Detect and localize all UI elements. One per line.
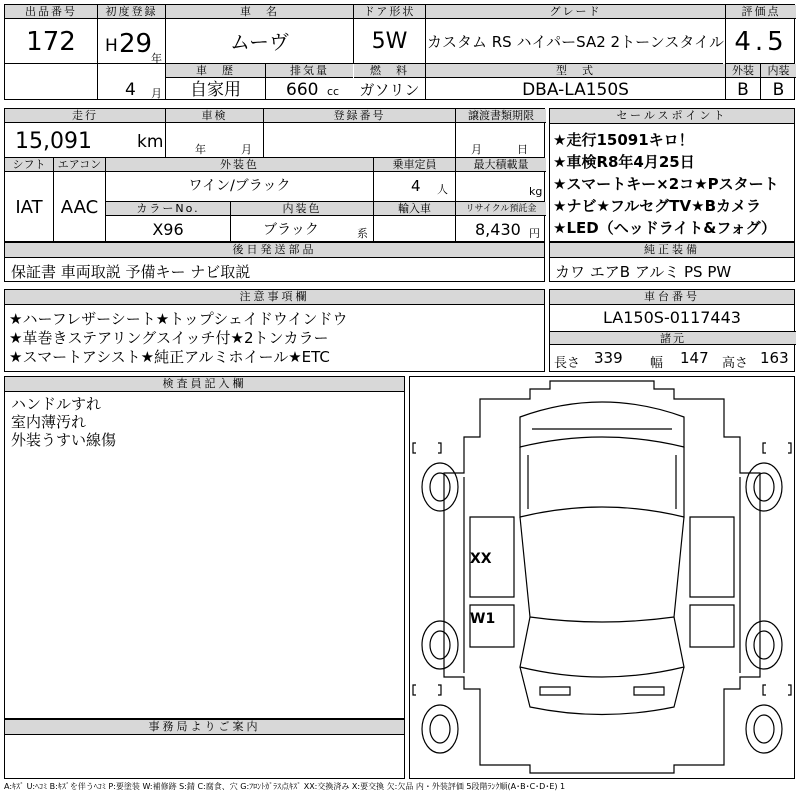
mileage-unit: km: [137, 132, 164, 152]
ext-grade: B: [737, 80, 749, 100]
transfer-label: 譲渡書類期限: [456, 109, 546, 123]
score-label: 評価点: [726, 5, 796, 19]
equipment: [549, 242, 795, 282]
ac: AAC: [60, 197, 99, 218]
mileage: 15,091: [15, 129, 92, 154]
dims-label: 諸元: [550, 331, 796, 345]
fuel: ガソリン: [359, 81, 420, 99]
recycle-unit: 円: [529, 227, 540, 240]
score: 4.5: [734, 27, 788, 57]
note-line: ★革巻きステアリングスイッチ付★2トンカラー: [9, 329, 329, 347]
first-reg-year: 29: [119, 29, 153, 59]
car-outline-diagram: [410, 377, 794, 778]
color-no-label: カラーNo.: [106, 202, 230, 216]
transfer-day-unit: 日: [517, 143, 528, 156]
notes: [4, 289, 545, 372]
int-grade-label: 内装: [761, 64, 796, 78]
load-unit: kg: [529, 185, 543, 198]
sales-point: ★ナビ★フルセグTV★Bカメラ: [553, 197, 762, 215]
inspector-label: 検査員記入欄: [5, 377, 404, 392]
height-label: 高さ: [722, 356, 749, 371]
model-label: 型 式: [426, 64, 725, 78]
sales-point: ★スマートキー×2コ★Pスタート: [553, 175, 779, 193]
insp-month-unit: 月: [241, 143, 252, 156]
office-block: [4, 719, 405, 779]
spec-block: [4, 108, 545, 242]
chassis-number: LA150S-0117443: [603, 308, 741, 327]
damage-mark-w1: W1: [470, 611, 496, 627]
width-label: 幅: [650, 356, 664, 371]
car-name: ムーヴ: [230, 31, 289, 53]
inspector-line: ハンドルすれ: [11, 395, 102, 413]
inspector-block: [4, 376, 405, 719]
ext-grade-label: 外装: [726, 64, 760, 78]
int-color-label: 内装色: [231, 202, 373, 216]
load-label: 最大積載量: [456, 158, 546, 172]
inspector-line: 外装うすい線傷: [11, 431, 117, 449]
import-label: 輸入車: [374, 202, 455, 216]
length: 339: [594, 349, 623, 367]
capacity-label: 乗車定員: [374, 158, 455, 172]
sales-points: [549, 108, 795, 242]
first-reg-label: 初度登録: [98, 5, 165, 19]
legend-text: A:ｷｽﾞ U:ﾍｺﾐ B:ｷｽﾞを伴うﾍｺﾐ P:要塗装 W:補修跡 S:錆 C:腐食、穴 G:ﾌﾛﾝﾄｶﾞﾗｽ点ｷｽﾞ XX:交換済み X:要交換 欠:欠品 内・外装評価 5段階ﾗﾝｸ順(A･B･C･D･E) 1: [4, 782, 566, 791]
grade-label: グレード: [426, 5, 725, 19]
sales-point: ★車検R8年4月25日: [553, 153, 695, 171]
lot-number: 172: [26, 27, 76, 57]
capacity-unit: 人: [437, 183, 448, 196]
insp-year-unit: 年: [195, 143, 206, 156]
car-diagram: [409, 376, 795, 779]
grade: カスタム RS ハイパーSA2 2トーンスタイル: [426, 33, 725, 51]
note-line: ★ハーフレザーシート★トップシェイドウインドウ: [9, 310, 348, 328]
office-label: 事務局よりご案内: [5, 720, 404, 735]
sales-point: ★LED（ヘッドライト&フォグ）: [553, 219, 777, 237]
color-no: X96: [152, 220, 184, 239]
regno-label: 登録番号: [264, 109, 455, 123]
shift: IAT: [15, 197, 43, 218]
sales-point: ★走行15091キロ！: [553, 131, 694, 149]
year-unit: 年: [151, 52, 162, 65]
int-color-unit: 系: [357, 227, 368, 240]
later-parts: [4, 242, 545, 282]
chassis-block: [549, 289, 795, 372]
damage-mark-xx: XX: [470, 551, 492, 567]
door-label: ドア形状: [354, 5, 425, 19]
era: H: [105, 36, 118, 56]
capacity: 4: [411, 177, 421, 195]
month-unit: 月: [151, 87, 162, 100]
int-grade: B: [772, 80, 785, 100]
int-color: ブラック: [263, 222, 319, 238]
width: 147: [680, 349, 709, 367]
recycle-label: リサイクル預託金: [456, 202, 546, 216]
ext-color-label: 外装色: [106, 158, 373, 172]
equipment-label: 純正装備: [550, 243, 794, 258]
lot-label: 出品番号: [5, 5, 97, 19]
first-reg-month: 4: [125, 80, 136, 100]
header-block: [4, 4, 795, 100]
fuel-label: 燃 料: [354, 64, 425, 78]
inspector-line: 室内薄汚れ: [11, 413, 87, 431]
notes-label: 注意事項欄: [5, 290, 544, 305]
equipment-text: カワ エアB アルミ PS PW: [555, 263, 732, 281]
door: 5W: [371, 29, 408, 54]
model: DBA-LA150S: [522, 80, 629, 100]
name-label: 車 名: [166, 5, 353, 19]
length-label: 長さ: [554, 356, 581, 371]
ext-color: ワイン/ブラック: [188, 178, 291, 194]
displacement: 660: [286, 80, 319, 100]
height: 163: [760, 349, 789, 367]
transfer-month-unit: 月: [471, 143, 482, 156]
ac-label: エアコン: [54, 158, 105, 172]
note-line: ★スマートアシスト★純正アルミホイール★ETC: [9, 348, 330, 366]
inspection-label: 車検: [166, 109, 263, 123]
sales-points-label: セールスポイント: [550, 109, 794, 124]
mileage-label: 走行: [5, 109, 165, 123]
chassis-label: 車台番号: [550, 290, 794, 305]
recycle: 8,430: [475, 220, 521, 239]
history: 自家用: [190, 80, 241, 100]
shift-label: シフト: [5, 158, 53, 172]
history-label: 車 歴: [166, 64, 265, 78]
displacement-unit: cc: [327, 85, 340, 98]
displacement-label: 排気量: [266, 64, 353, 78]
later-parts-label: 後日発送部品: [5, 243, 544, 258]
later-parts-text: 保証書 車両取説 予備キー ナビ取説: [11, 263, 251, 281]
